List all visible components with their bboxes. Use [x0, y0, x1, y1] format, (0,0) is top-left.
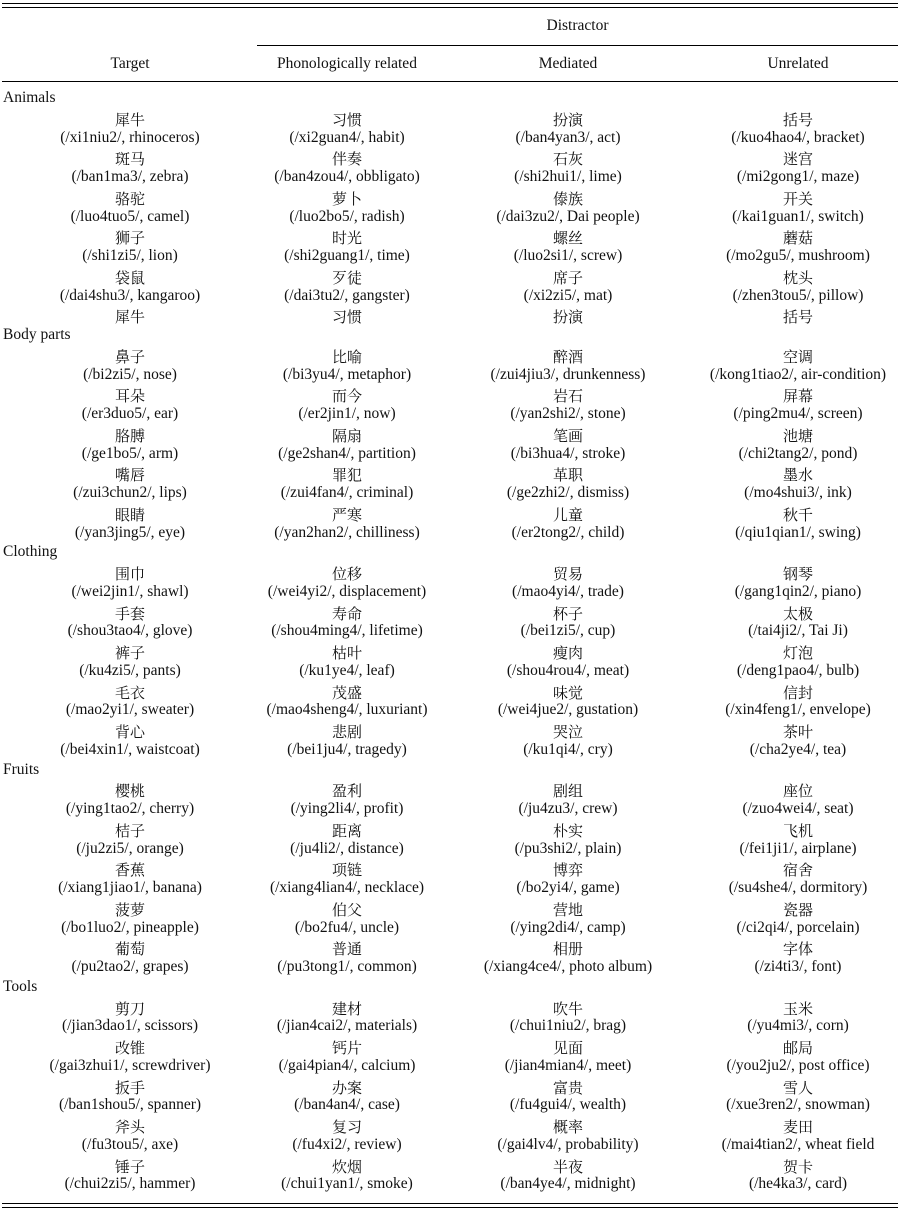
top-rule-2 [2, 7, 898, 8]
category-label: Tools [3, 977, 38, 995]
phonologically-related-gloss: (/xiang4lian4/, necklace) [269, 879, 425, 896]
target-gloss: (/shou3tao4/, glove) [67, 622, 193, 640]
phonologically-related-gloss: (/bei1ju4/, tragedy) [287, 740, 407, 758]
mediated-gloss: (/bi3hua4/, stroke) [510, 444, 626, 462]
mediated-gloss: (/luo2si1/, screw) [513, 247, 623, 264]
unrelated-gloss: (/ping2mu4/, screen) [733, 405, 863, 422]
target-gloss: (/wei2jin1/, shawl) [71, 582, 189, 600]
mediated-word: 傣族 [552, 189, 583, 208]
target-word: 樱桃 [114, 782, 145, 801]
unrelated-gloss: (/zuo4wei4/, seat) [742, 800, 854, 817]
target-word: 犀牛 [114, 110, 145, 129]
mediated-word: 富贵 [552, 1078, 583, 1097]
unrelated-word: 瓷器 [782, 900, 813, 919]
target-word: 葡萄 [114, 940, 145, 959]
phonologically-related-word: 钙片 [331, 1039, 362, 1057]
unrelated-word: 字体 [782, 940, 813, 959]
mediated-word: 革职 [552, 466, 583, 485]
unrelated-gloss: (/zi4ti3/, font) [754, 958, 842, 975]
unrelated-gloss: (/gang1qin2/, piano) [734, 582, 862, 600]
phonologically-related-gloss: (/pu3tong1/, common) [277, 958, 417, 975]
target-gloss: (/er3duo5/, ear) [81, 405, 179, 422]
target-word: 胳膊 [114, 426, 145, 445]
target-gloss: (/fu3tou5/, axe) [81, 1135, 179, 1153]
mediated-gloss: (/ban4yan3/, act) [515, 128, 621, 146]
bottom-rule-2 [2, 1207, 898, 1208]
unrelated-word: 茶叶 [782, 723, 813, 741]
phonologically-related-word: 萝卜 [331, 189, 362, 208]
unrelated-gloss: (/qiu1qian1/, swing) [735, 523, 861, 541]
mediated-word: 石灰 [552, 150, 583, 169]
mediated-gloss: (/yan2shi2/, stone) [510, 405, 626, 422]
unrelated-word: 空调 [782, 347, 813, 366]
header-target: Target [110, 55, 150, 72]
target-gloss: (/xi1niu2/, rhinoceros) [60, 128, 200, 146]
target-word: 背心 [114, 723, 145, 741]
unrelated-gloss: (/cha2ye4/, tea) [749, 740, 847, 758]
mediated-word: 醉酒 [552, 347, 583, 366]
target-word: 扳手 [114, 1078, 145, 1097]
mediated-gloss: (/er2tong2/, child) [511, 523, 625, 541]
phonologically-related-word: 建材 [331, 999, 362, 1018]
mediated-word: 博弈 [552, 861, 583, 880]
phonologically-related-word: 习惯 [331, 110, 362, 129]
target-word: 骆驼 [114, 189, 145, 208]
phonologically-related-gloss: (/luo2bo5/, radish) [289, 207, 405, 225]
unrelated-word: 迷宫 [782, 150, 813, 169]
unrelated-gloss: (/mi2gong1/, maze) [736, 168, 860, 185]
unrelated-gloss: (/you2ju2/, post office) [726, 1056, 870, 1074]
unrelated-gloss: (/mo2gu5/, mushroom) [726, 247, 870, 264]
mediated-gloss: (/ge2zhi2/, dismiss) [506, 484, 630, 501]
target-gloss: (/zui3chun2/, lips) [73, 484, 187, 501]
unrelated-gloss: (/xue3ren2/, snowman) [726, 1096, 870, 1114]
mediated-gloss: (/ju4zu3/, crew) [518, 800, 618, 817]
target-word: 毛衣 [114, 683, 145, 702]
target-word: 锤子 [114, 1157, 145, 1176]
unrelated-word: 贺卡 [782, 1157, 813, 1176]
phonologically-related-gloss: (/ying2li4/, profit) [290, 800, 404, 817]
unrelated-word: 括号 [782, 308, 813, 327]
mediated-gloss: (/chui1niu2/, brag) [509, 1017, 627, 1035]
unrelated-gloss: (/he4ka3/, card) [748, 1175, 848, 1193]
mediated-gloss: (/bo2yi4/, game) [516, 879, 620, 896]
unrelated-word: 玉米 [782, 999, 813, 1018]
unrelated-word: 开关 [782, 189, 813, 208]
phonologically-related-gloss: (/gai4pian4/, calcium) [278, 1056, 416, 1074]
target-word: 狮子 [114, 229, 145, 248]
mediated-gloss: (/wei4jue2/, gustation) [497, 701, 639, 719]
mediated-word: 概率 [552, 1118, 583, 1136]
mediated-word: 朴实 [552, 821, 583, 840]
unrelated-gloss: (/ci2qi4/, porcelain) [736, 918, 860, 936]
phonologically-related-word: 位移 [331, 565, 362, 583]
unrelated-gloss: (/fei1ji1/, airplane) [739, 839, 857, 857]
mediated-word: 贸易 [552, 565, 583, 583]
unrelated-gloss: (/kong1tiao2/, air-condition) [709, 365, 887, 383]
bottom-rule-1 [2, 1203, 898, 1204]
target-word: 围巾 [114, 565, 145, 583]
unrelated-word: 墨水 [782, 466, 813, 485]
unrelated-word: 麦田 [782, 1118, 813, 1136]
unrelated-gloss: (/mai4tian2/, wheat field [721, 1135, 875, 1153]
phonologically-related-word: 严寒 [331, 505, 362, 524]
target-word: 袋鼠 [114, 268, 145, 287]
header-rule [2, 81, 898, 82]
header-distractor: Distractor [546, 17, 609, 34]
mediated-word: 见面 [552, 1039, 583, 1057]
mediated-word: 营地 [552, 900, 583, 919]
category-label: Fruits [3, 760, 40, 778]
phonologically-related-gloss: (/ku1ye4/, leaf) [299, 661, 395, 679]
header-unrelated: Unrelated [767, 55, 829, 72]
mediated-gloss: (/shi2hui1/, lime) [514, 168, 622, 185]
mediated-word: 剧组 [552, 782, 583, 801]
phonologically-related-word: 项链 [331, 861, 362, 880]
unrelated-word: 括号 [782, 110, 813, 129]
mediated-gloss: (/ying2di4/, camp) [510, 918, 626, 936]
target-word: 改锥 [114, 1039, 145, 1057]
target-word: 眼睛 [114, 505, 145, 524]
mediated-gloss: (/xi2zi5/, mat) [523, 286, 613, 304]
target-word: 耳朵 [114, 387, 145, 406]
phonologically-related-word: 炊烟 [331, 1157, 362, 1176]
unrelated-word: 池塘 [782, 426, 813, 445]
target-gloss: (/ju2zi5/, orange) [76, 839, 184, 857]
mediated-gloss: (/mao4yi4/, trade) [512, 582, 624, 600]
mediated-word: 儿童 [552, 505, 583, 524]
phonologically-related-gloss: (/shi2guang1/, time) [284, 247, 410, 264]
target-word: 鼻子 [114, 347, 145, 366]
phonologically-related-gloss: (/fu4xi2/, review) [292, 1135, 402, 1153]
target-word: 裤子 [114, 644, 145, 662]
phonologically-related-gloss: (/ju4li2/, distance) [290, 839, 404, 857]
phonologically-related-word: 时光 [331, 229, 362, 248]
target-gloss: (/ku4zi5/, pants) [79, 661, 181, 679]
header-mediated: Mediated [538, 55, 598, 72]
unrelated-word: 太极 [782, 604, 813, 623]
phonologically-related-word: 距离 [331, 821, 362, 840]
target-gloss: (/mao2yi1/, sweater) [65, 701, 195, 719]
target-gloss: (/ying1tao2/, cherry) [65, 800, 195, 817]
mediated-gloss: (/fu4gui4/, wealth) [509, 1096, 627, 1114]
phonologically-related-gloss: (/er2jin1/, now) [298, 405, 396, 422]
category-label: Body parts [3, 326, 71, 343]
unrelated-word: 信封 [782, 683, 813, 702]
phonologically-related-word: 复习 [331, 1118, 362, 1136]
top-rule-1 [2, 3, 898, 4]
phonologically-related-word: 茂盛 [331, 683, 362, 702]
target-gloss: (/luo4tuo5/, camel) [70, 207, 190, 225]
mediated-gloss: (/ban4ye4/, midnight) [500, 1175, 636, 1193]
unrelated-word: 灯泡 [782, 644, 813, 662]
unrelated-word: 钢琴 [782, 565, 813, 583]
phonologically-related-word: 歹徒 [331, 268, 362, 287]
phonologically-related-gloss: (/chui1yan1/, smoke) [281, 1175, 413, 1193]
unrelated-word: 秋千 [782, 505, 813, 524]
target-word: 剪刀 [114, 999, 145, 1018]
unrelated-word: 蘑菇 [782, 229, 813, 248]
phonologically-related-word: 悲剧 [331, 723, 362, 741]
mediated-word: 相册 [552, 940, 583, 959]
phonologically-related-word: 罪犯 [331, 466, 362, 485]
phonologically-related-gloss: (/dai3tu2/, gangster) [284, 286, 410, 304]
target-gloss: (/shi1zi5/, lion) [82, 247, 178, 264]
target-gloss: (/bei4xin1/, waistcoat) [60, 740, 200, 758]
mediated-word: 席子 [552, 268, 583, 287]
mediated-word: 半夜 [552, 1157, 583, 1176]
target-word: 菠萝 [114, 900, 145, 919]
target-word: 香蕉 [114, 861, 145, 880]
phonologically-related-word: 习惯 [331, 308, 362, 327]
phonologically-related-gloss: (/ban4zou4/, obbligato) [274, 168, 420, 185]
mediated-word: 瘦肉 [552, 644, 583, 662]
target-gloss: (/bo1luo2/, pineapple) [61, 918, 199, 936]
unrelated-word: 邮局 [782, 1039, 813, 1057]
phonologically-related-word: 伴奏 [331, 150, 362, 169]
mediated-gloss: (/jian4mian4/, meet) [504, 1056, 632, 1074]
unrelated-gloss: (/xin4feng1/, envelope) [725, 701, 871, 719]
phonologically-related-gloss: (/jian4cai2/, materials) [276, 1017, 418, 1035]
header-phonologically-related: Phonologically related [277, 55, 417, 72]
phonologically-related-gloss: (/yan2han2/, chilliness) [274, 523, 420, 541]
target-word: 嘴唇 [114, 466, 145, 485]
unrelated-gloss: (/su4she4/, dormitory) [728, 879, 868, 896]
mediated-word: 扮演 [552, 110, 583, 129]
unrelated-gloss: (/chi2tang2/, pond) [738, 444, 858, 462]
target-gloss: (/ban1shou5/, spanner) [58, 1096, 202, 1114]
unrelated-word: 飞机 [782, 821, 813, 840]
target-gloss: (/chui2zi5/, hammer) [64, 1175, 196, 1193]
phonologically-related-gloss: (/zui4fan4/, criminal) [280, 484, 414, 501]
unrelated-gloss: (/tai4ji2/, Tai Ji) [748, 622, 848, 640]
unrelated-word: 宿舍 [782, 861, 813, 880]
target-gloss: (/xiang1jiao1/, banana) [58, 879, 202, 896]
unrelated-gloss: (/kai1guan1/, switch) [732, 207, 864, 225]
unrelated-gloss: (/kuo4hao4/, bracket) [731, 128, 865, 146]
mediated-word: 吹牛 [552, 999, 583, 1018]
phonologically-related-word: 而今 [331, 387, 362, 406]
phonologically-related-gloss: (/ban4an4/, case) [294, 1096, 400, 1114]
phonologically-related-word: 比喻 [331, 347, 362, 366]
mediated-gloss: (/xiang4ce4/, photo album) [483, 958, 653, 975]
target-gloss: (/jian3dao1/, scissors) [61, 1017, 199, 1035]
unrelated-gloss: (/zhen3tou5/, pillow) [732, 286, 864, 304]
target-gloss: (/bi2zi5/, nose) [83, 365, 177, 383]
mediated-gloss: (/zui4jiu3/, drunkenness) [490, 365, 646, 383]
unrelated-word: 座位 [782, 782, 813, 801]
target-gloss: (/yan3jing5/, eye) [74, 523, 186, 541]
phonologically-related-word: 寿命 [331, 604, 362, 623]
mediated-gloss: (/shou4rou4/, meat) [506, 661, 630, 679]
phonologically-related-word: 办案 [331, 1078, 362, 1097]
unrelated-gloss: (/deng1pao4/, bulb) [736, 661, 860, 679]
phonologically-related-gloss: (/xi2guan4/, habit) [289, 128, 405, 146]
target-word: 斑马 [114, 150, 145, 169]
target-gloss: (/gai3zhui1/, screwdriver) [49, 1056, 211, 1074]
unrelated-word: 枕头 [782, 268, 813, 287]
mediated-word: 味觉 [552, 683, 583, 702]
category-label: Animals [3, 89, 56, 106]
mediated-word: 扮演 [552, 308, 583, 327]
phonologically-related-word: 普通 [331, 940, 362, 959]
mediated-gloss: (/bei1zi5/, cup) [520, 622, 616, 640]
category-label: Clothing [3, 543, 58, 561]
mediated-gloss: (/dai3zu2/, Dai people) [496, 207, 640, 225]
target-gloss: (/pu2tao2/, grapes) [71, 958, 189, 975]
phonologically-related-gloss: (/wei4yi2/, displacement) [267, 582, 427, 600]
distractor-rule [257, 45, 898, 46]
phonologically-related-gloss: (/shou4ming4/, lifetime) [271, 622, 423, 640]
unrelated-gloss: (/yu4mi3/, corn) [747, 1017, 849, 1035]
unrelated-gloss: (/mo4shui3/, ink) [744, 484, 852, 501]
mediated-word: 笔画 [552, 426, 583, 445]
mediated-gloss: (/pu3shi2/, plain) [514, 839, 622, 857]
mediated-word: 杯子 [552, 604, 583, 623]
target-word: 犀牛 [114, 308, 145, 327]
target-word: 桔子 [114, 821, 145, 840]
target-gloss: (/ge1bo5/, arm) [81, 444, 179, 462]
phonologically-related-gloss: (/bi3yu4/, metaphor) [282, 365, 412, 383]
phonologically-related-word: 伯父 [331, 900, 362, 919]
unrelated-word: 屏幕 [782, 387, 813, 406]
target-word: 手套 [114, 604, 145, 623]
phonologically-related-gloss: (/bo2fu4/, uncle) [294, 918, 400, 936]
phonologically-related-gloss: (/ge2shan4/, partition) [278, 444, 416, 462]
phonologically-related-gloss: (/mao4sheng4/, luxuriant) [266, 701, 428, 719]
target-gloss: (/dai4shu3/, kangaroo) [59, 286, 201, 304]
phonologically-related-word: 盈利 [331, 782, 362, 801]
unrelated-word: 雪人 [782, 1078, 813, 1097]
mediated-gloss: (/gai4lv4/, probability) [497, 1135, 639, 1153]
phonologically-related-word: 隔扇 [331, 426, 362, 445]
mediated-gloss: (/ku1qi4/, cry) [523, 740, 613, 758]
mediated-word: 螺丝 [552, 229, 583, 248]
phonologically-related-word: 枯叶 [331, 644, 362, 662]
mediated-word: 岩石 [552, 387, 583, 406]
target-word: 斧头 [114, 1118, 145, 1136]
target-gloss: (/ban1ma3/, zebra) [71, 168, 189, 185]
mediated-word: 哭泣 [552, 723, 583, 741]
